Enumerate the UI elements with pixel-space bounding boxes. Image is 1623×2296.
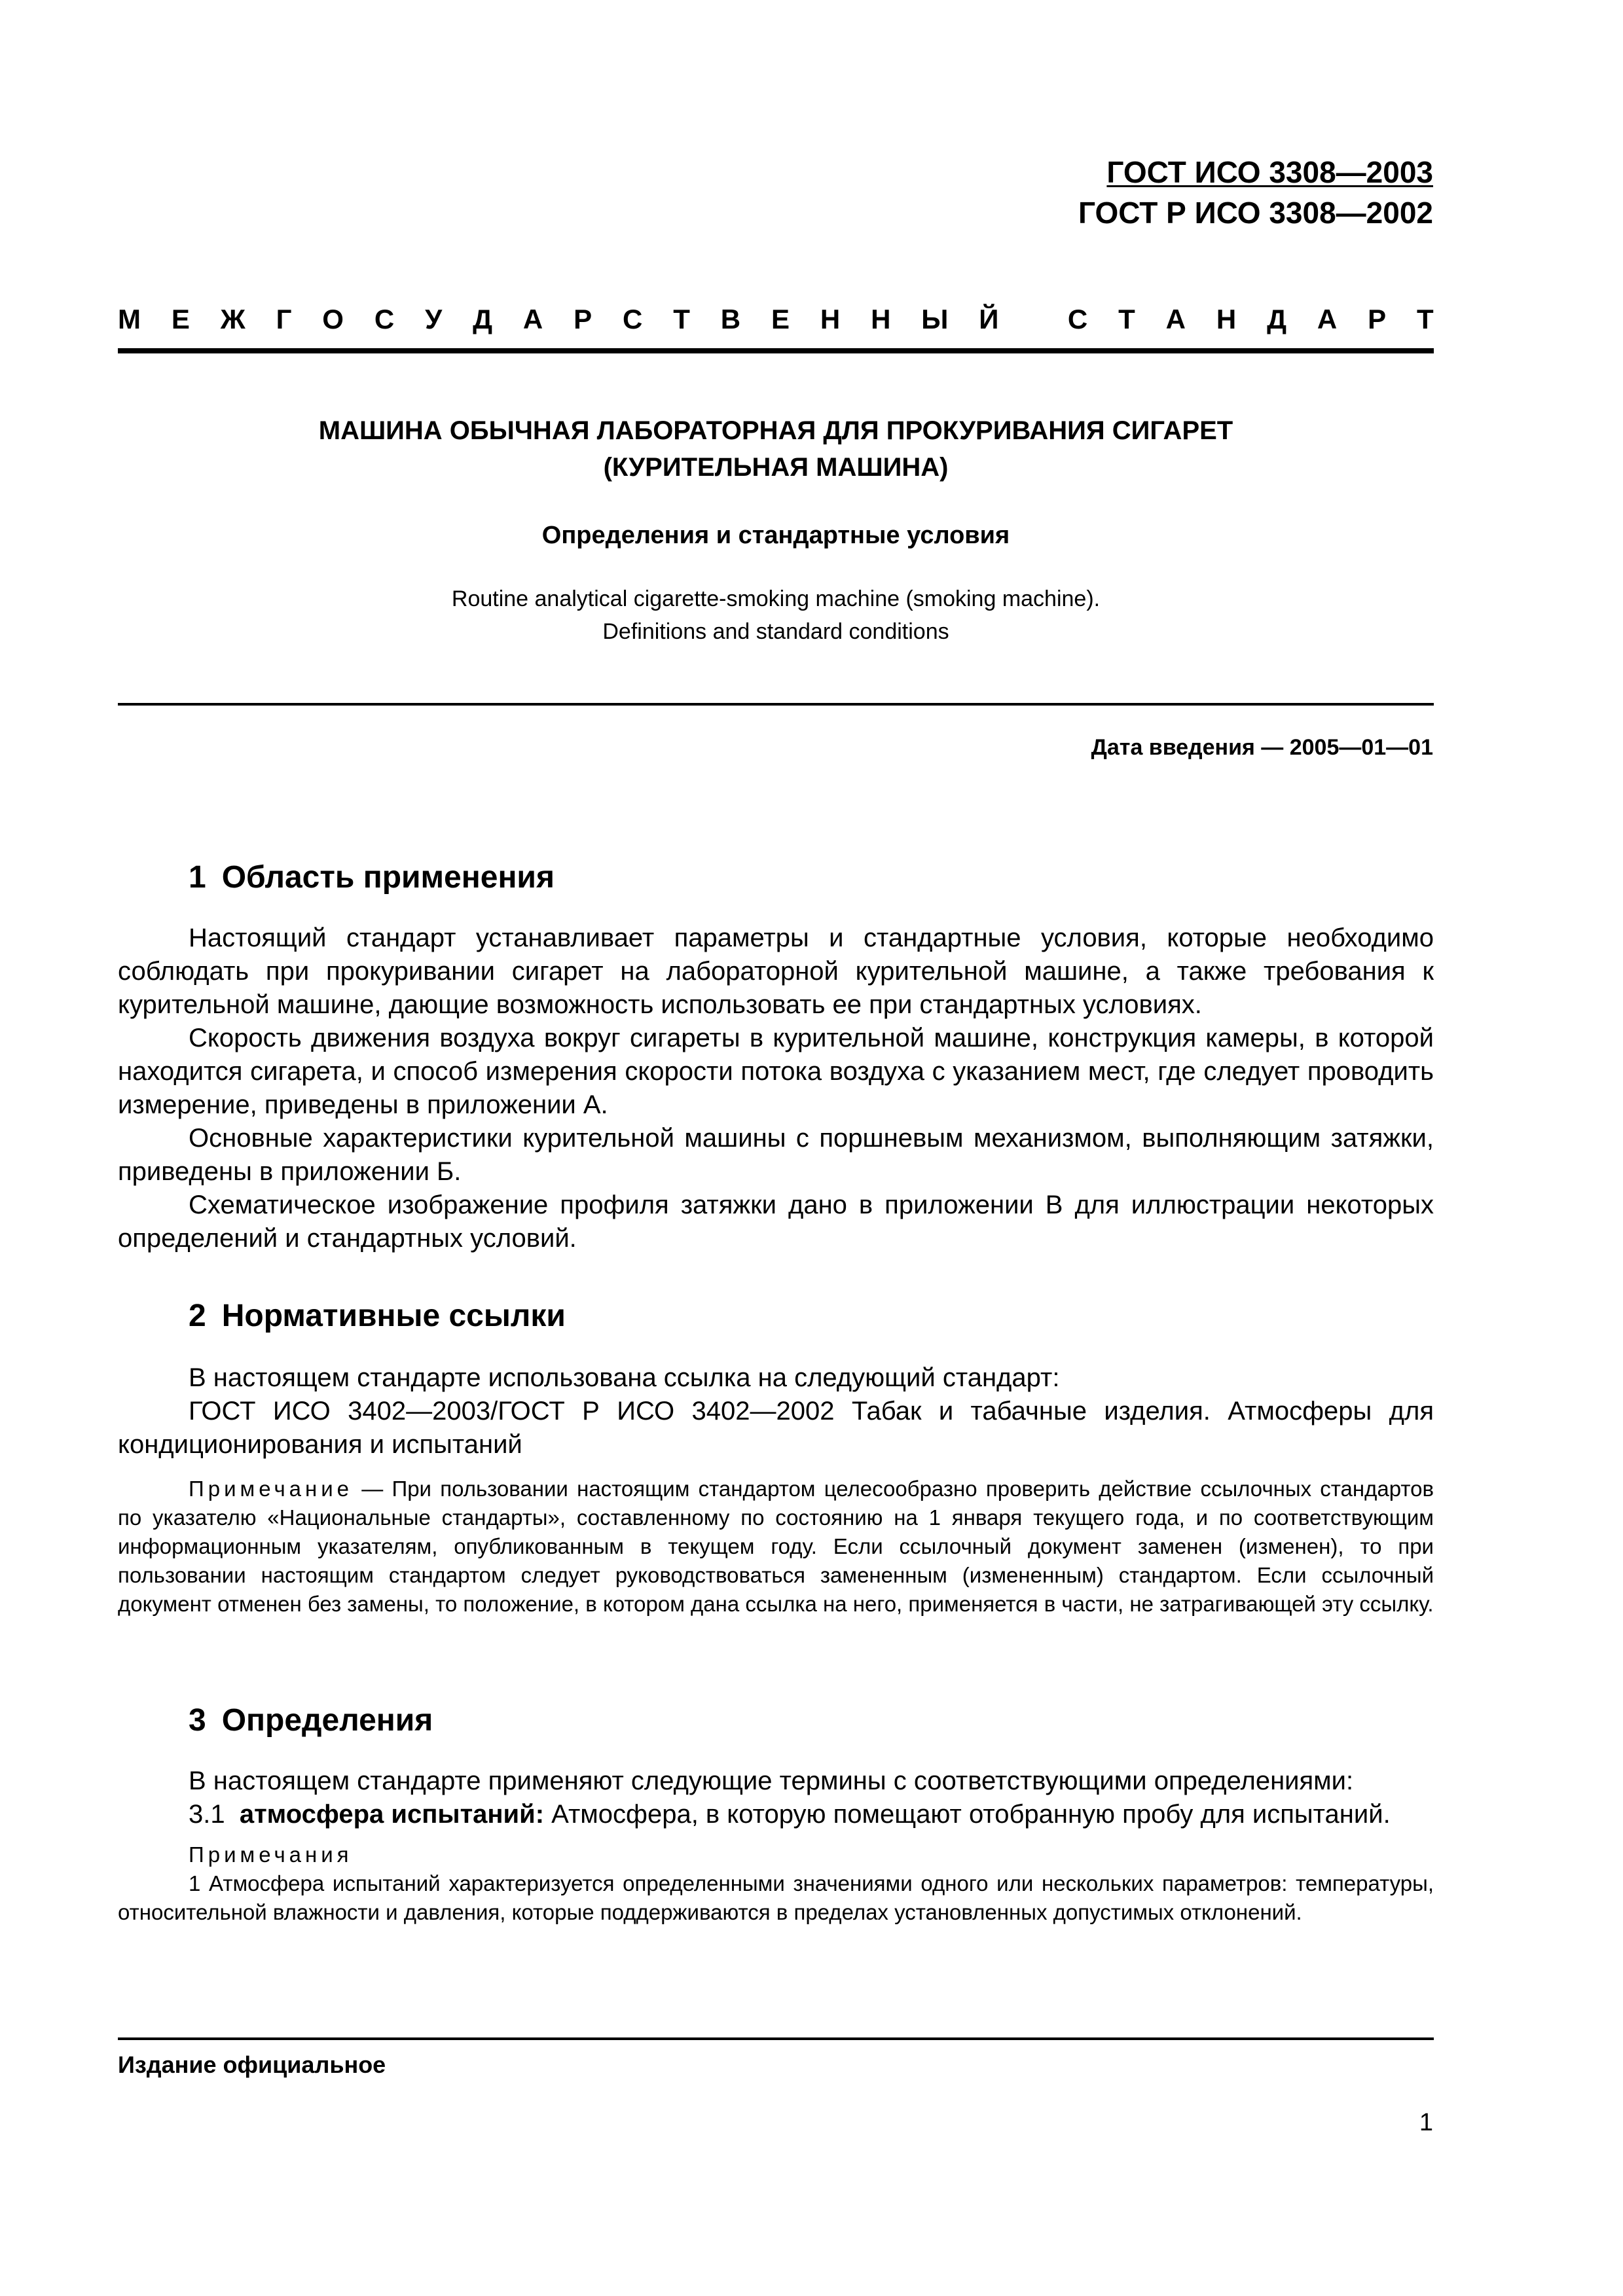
banner-letter: Н: [871, 304, 891, 334]
english-title-line: Definitions and standard conditions: [602, 619, 949, 644]
section-number: 3: [189, 1703, 206, 1738]
section-definitions: [118, 1700, 1434, 1927]
term-number: 3.1: [189, 1800, 225, 1829]
title-line: (КУРИТЕЛЬНАЯ МАШИНА): [603, 453, 949, 482]
banner-letter: О: [322, 304, 344, 334]
banner-letter: Е: [171, 304, 190, 334]
banner-letter: У: [425, 304, 443, 334]
banner-letter: Г: [276, 304, 292, 334]
banner-letter: Т: [673, 304, 690, 334]
banner-letter: Р: [1368, 304, 1387, 334]
banner-gap: [1029, 301, 1037, 338]
english-title-line: Routine analytical cigarette-smoking machine (smoking machine).: [451, 586, 1101, 611]
banner-letter: Ы: [921, 304, 949, 334]
section-title: Нормативные ссылки: [221, 1299, 566, 1333]
section-title: Определения: [221, 1703, 433, 1738]
paragraph: Основные характеристики курительной машины с поршневым механизмом, выполняющим затяжки, приведены в приложении Б.: [118, 1124, 1434, 1186]
section-number: 1: [189, 860, 206, 895]
standard-type-banner: [118, 301, 1434, 338]
banner-letter: С: [622, 304, 643, 334]
term: атмосфера испытаний:: [239, 1800, 545, 1829]
designation-interstate: ГОСТ ИСО 3308—2003: [1106, 155, 1433, 189]
paragraph: В настоящем стандарте применяют следующие термины с соответствующими определениями:: [189, 1767, 1354, 1795]
banner-letter: Е: [771, 304, 790, 334]
banner-letter: А: [1317, 304, 1338, 334]
designation-national: ГОСТ Р ИСО 3308—2002: [1078, 196, 1433, 230]
paragraph: ГОСТ ИСО 3402—2003/ГОСТ Р ИСО 3402—2002 Табак и табачные изделия. Атмосферы для кондиционирования и испытаний: [118, 1397, 1434, 1459]
banner-letter: Н: [1216, 304, 1237, 334]
banner-letter: С: [374, 304, 395, 334]
banner-letter: Т: [1118, 304, 1135, 334]
section-title: Область применения: [221, 860, 555, 895]
title-rule: [118, 703, 1434, 706]
paragraph: Настоящий стандарт устанавливает параметры и стандартные условия, которые необходимо соблюдать при прокуривании сигарет на лабораторной курительной машине, а также требования к курительной машине, дающие возможность использовать ее при стандартных условиях.: [118, 924, 1434, 1019]
term-text: Атмосфера, в которую помещают отобранную пробу для испытаний.: [544, 1800, 1391, 1829]
banner-letter: Д: [473, 304, 492, 334]
title-line: МАШИНА ОБЫЧНАЯ ЛАБОРАТОРНАЯ ДЛЯ ПРОКУРИВАНИЯ СИГАРЕТ: [318, 416, 1233, 445]
paragraph: Скорость движения воздуха вокруг сигареты в курительной машине, конструкция камеры, в которой находится сигарета, и способ измерения скорости потока воздуха с указанием мест, где следует проводить измерение, приведены в приложении А.: [118, 1024, 1434, 1119]
banner-letter: Й: [979, 304, 999, 334]
note-item: 1 Атмосфера испытаний характеризуется определенными значениями одного или нескольких параметров: температуры, относительной влажности и давления, которые поддерживаются в пределах установленных допустимых отклонений.: [118, 1871, 1434, 1924]
notes-label: Примечания: [189, 1842, 353, 1867]
banner-letter: В: [720, 304, 741, 334]
banner-letter: А: [1165, 304, 1186, 334]
page-number: 1: [1419, 2109, 1433, 2136]
banner-letter: Р: [574, 304, 593, 334]
banner-letter: А: [522, 304, 543, 334]
banner-letter: С: [1067, 304, 1088, 334]
term-definition: [118, 1798, 1434, 1831]
section-heading: [118, 1700, 1434, 1741]
banner-letter: Т: [1416, 304, 1434, 334]
header-rule: [118, 348, 1434, 353]
note-label: Примечание: [189, 1477, 354, 1501]
english-title: [118, 583, 1434, 648]
paragraph: В настоящем стандарте использована ссылка на следующий стандарт:: [189, 1363, 1060, 1392]
note-text: — При пользовании настоящим стандартом целесообразно проверить действие ссылочных стандартов по указателю «Национальные стандарты», составленному по состоянию на 1 января текущего года, и по соответствующим информационным указателям, опубликованным в текущем году. Если ссылочный документ заменен (изменен), то при пользовании настоящим стандартом следует руководствоваться замененным (измененным) стандартом. Если ссылочный документ отменен без замены, то положение, в котором дана ссылка на него, применяется в части, не затрагивающей эту ссылку.: [118, 1477, 1434, 1616]
section-references: [118, 1296, 1434, 1619]
banner-letter: Н: [820, 304, 841, 334]
section-heading: [118, 1296, 1434, 1336]
section-number: 2: [189, 1299, 206, 1333]
official-edition: Издание официальное: [118, 2051, 386, 2078]
reference-note: [118, 1475, 1434, 1619]
banner-letter: Д: [1267, 304, 1286, 334]
banner-letter: М: [118, 304, 141, 334]
standard-designation: [1078, 152, 1433, 233]
footer-rule: [118, 2037, 1434, 2040]
document-subtitle: Определения и стандартные условия: [541, 522, 1010, 549]
paragraph: Схематическое изображение профиля затяжки дано в приложении В для иллюстрации некоторых определений и стандартных условий.: [118, 1191, 1434, 1253]
document-title: [118, 412, 1434, 486]
section-heading: [118, 857, 1434, 898]
introduction-date: Дата введения — 2005—01—01: [1091, 735, 1433, 760]
section-scope: [118, 857, 1434, 1255]
banner-letter: Ж: [220, 304, 246, 334]
